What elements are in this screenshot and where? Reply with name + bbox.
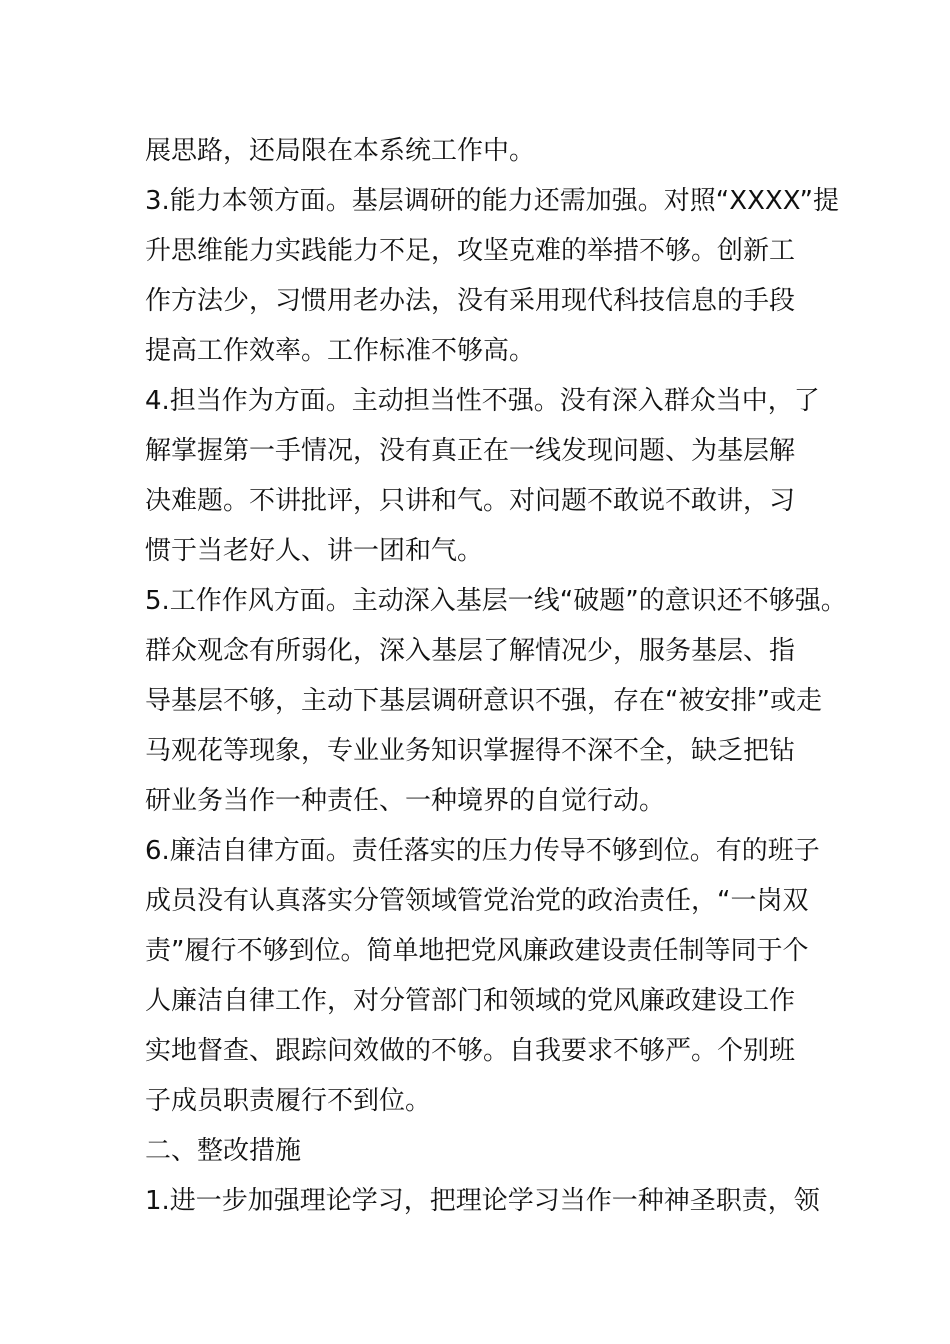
text-line: 成员没有认真落实分管领域管党治党的政治责任，“一岗双: [145, 886, 809, 916]
section-heading: 二、整改措施: [145, 1136, 302, 1166]
text-line: 提高工作效率。工作标准不够高。: [145, 336, 536, 366]
text-line: 1.进一步加强理论学习，把理论学习当作一种神圣职责，领: [145, 1186, 820, 1216]
text-line: 惯于当老好人、讲一团和气。: [145, 536, 484, 566]
text-line: 实地督查、跟踪问效做的不够。自我要求不够严。个别班: [145, 1036, 796, 1066]
text-line: 6.廉洁自律方面。责任落实的压力传导不够到位。有的班子: [145, 836, 820, 866]
text-line: 研业务当作一种责任、一种境界的自觉行动。: [145, 786, 666, 816]
text-line: 5.工作作风方面。主动深入基层一线“破题”的意识还不够强。: [145, 586, 847, 616]
text-line: 马观花等现象，专业业务知识掌握得不深不全，缺乏把钻: [145, 736, 796, 766]
text-line: 4.担当作为方面。主动担当性不强。没有深入群众当中，了: [145, 386, 820, 416]
text-line: 解掌握第一手情况，没有真正在一线发现问题、为基层解: [145, 436, 796, 466]
text-line: 子成员职责履行不到位。: [145, 1086, 432, 1116]
text-line: 责”履行不够到位。简单地把党风廉政建设责任制等同于个: [145, 936, 809, 966]
text-line: 人廉洁自律工作，对分管部门和领域的党风廉政建设工作: [145, 986, 796, 1016]
text-line: 升思维能力实践能力不足，攻坚克难的举措不够。创新工: [145, 236, 796, 266]
text-line: 决难题。不讲批评，只讲和气。对问题不敢说不敢讲，习: [145, 486, 796, 516]
text-line: 作方法少，习惯用老办法，没有采用现代科技信息的手段: [145, 286, 796, 316]
text-line: 导基层不够，主动下基层调研意识不强，存在“被安排”或走: [145, 686, 822, 716]
text-line: 群众观念有所弱化，深入基层了解情况少，服务基层、指: [145, 636, 796, 666]
text-line: 展思路，还局限在本系统工作中。: [145, 136, 536, 166]
document-body: [145, 126, 847, 1226]
text-line: 3.能力本领方面。基层调研的能力还需加强。对照“XXXX”提: [145, 186, 839, 216]
